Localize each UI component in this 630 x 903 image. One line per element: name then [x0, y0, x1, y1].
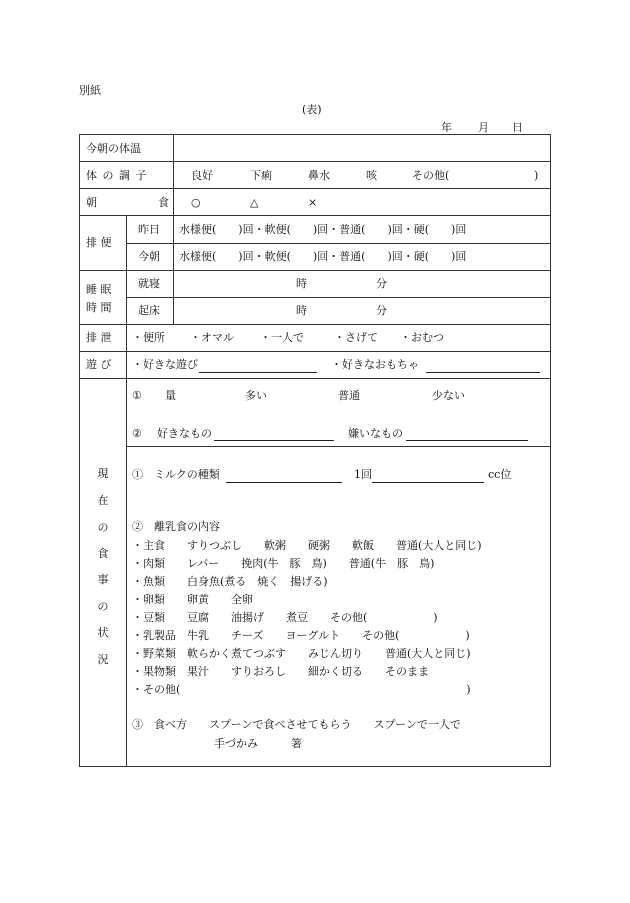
milk-type-field[interactable] [226, 482, 342, 483]
condition-option-diarrhea[interactable]: 下痢 [250, 169, 272, 182]
likes-number: ② [132, 427, 142, 440]
wakeup-minute[interactable]: 分 [376, 304, 387, 317]
condition-label: 体 の 調 子 [86, 169, 148, 182]
bedtime-minute[interactable]: 分 [376, 277, 387, 290]
toilet-option-alone[interactable]: ・一人で [260, 331, 304, 344]
play-label: 遊 び [86, 358, 112, 371]
baby-food-item-egg[interactable]: ・卵類 卵黄 全卵 [132, 593, 253, 606]
favorite-play-label: ・好きな遊び [132, 358, 198, 371]
milk-amount-field[interactable] [372, 482, 484, 483]
temperature-label: 今朝の体温 [86, 142, 141, 155]
baby-food-item-fruit[interactable]: ・果物類 果汁 すりおろし 細かく切る そのまま [132, 665, 429, 678]
sleep-wakeup-label: 起床 [138, 304, 160, 317]
baby-food-item-other[interactable]: ・その他( ) [132, 683, 471, 696]
condition-option-other[interactable]: その他( [412, 169, 450, 182]
toilet-option-assisted[interactable]: ・さげて [334, 331, 378, 344]
stool-today-line[interactable]: 水様便( )回・軟便( )回・普通( )回・硬( )回 [179, 250, 467, 263]
page-side-label: (表) [302, 103, 322, 116]
milk-once-label: 1回 [354, 468, 372, 481]
amount-option-little[interactable]: 少ない [432, 389, 465, 402]
stool-yesterday-label: 昨日 [138, 223, 160, 236]
condition-option-runny-nose[interactable]: 鼻水 [308, 169, 330, 182]
baby-food-item-fish[interactable]: ・魚類 白身魚(煮る 焼く 揚げる) [132, 575, 328, 588]
date-year-label: 年 [441, 121, 452, 134]
stool-yesterday-line[interactable]: 水様便( )回・軟便( )回・普通( )回・硬( )回 [179, 223, 467, 236]
baby-food-item-dairy[interactable]: ・乳製品 牛乳 チーズ ヨーグルト その他( ) [132, 629, 470, 642]
eating-method-line-1[interactable]: ③ 食べ方 スプーンで食べさせてもらう スプーンで一人で [132, 718, 461, 731]
amount-option-normal[interactable]: 普通 [338, 389, 360, 402]
breakfast-option-partial[interactable]: △ [250, 196, 259, 209]
baby-food-item-beans[interactable]: ・豆類 豆腐 油揚げ 煮豆 その他( ) [132, 611, 438, 624]
sleep-bedtime-label: 就寝 [138, 277, 160, 290]
favorite-toy-field[interactable] [426, 372, 540, 373]
amount-number: ① [132, 389, 142, 402]
amount-label: 量 [165, 389, 176, 402]
sleep-label-2: 時 間 [86, 301, 112, 314]
baby-food-title: ② 離乳食の内容 [132, 520, 220, 533]
condition-other-close: ) [534, 169, 539, 182]
condition-option-cough[interactable]: 咳 [366, 169, 377, 182]
toilet-option-potty[interactable]: ・オマル [190, 331, 234, 344]
stool-label: 排 便 [86, 236, 112, 249]
baby-food-item-vegetables[interactable]: ・野菜類 軟らかく煮てつぶす みじん切り 普通(大人と同じ) [132, 647, 471, 660]
favorite-toy-label: ・好きなおもちゃ [331, 358, 419, 371]
daily-record-form [79, 134, 551, 767]
eating-method-line-2[interactable]: 手づかみ 箸 [214, 737, 302, 750]
date-day-label: 日 [512, 121, 523, 134]
bedtime-hour[interactable]: 時 [296, 277, 307, 290]
stool-today-label: 今朝 [138, 250, 160, 263]
meal-status-label: 現 在 の 食 事 の 状 況 [97, 467, 109, 666]
sleep-label-1: 睡 眠 [86, 283, 112, 296]
toilet-option-diaper[interactable]: ・おむつ [400, 331, 444, 344]
dislikes-field[interactable] [406, 440, 528, 441]
wakeup-hour[interactable]: 時 [296, 304, 307, 317]
date-month-label: 月 [478, 121, 489, 134]
breakfast-label-right: 食 [158, 196, 169, 209]
breakfast-option-none[interactable]: × [308, 196, 318, 209]
breakfast-label-left: 朝 [86, 196, 97, 209]
milk-unit-label: cc位 [488, 468, 512, 481]
likes-field[interactable] [214, 440, 334, 441]
favorite-play-field[interactable] [199, 372, 317, 373]
milk-type-label: ① ミルクの種類 [132, 468, 220, 481]
baby-food-item-meat[interactable]: ・肉類 レバー 挽肉(牛 豚 鳥) 普通(牛 豚 鳥) [132, 557, 435, 570]
likes-label: 好きなもの [157, 427, 212, 440]
dislikes-label: 嫌いなもの [348, 427, 403, 440]
baby-food-item-staple[interactable]: ・主食 すりつぶし 軟粥 硬粥 軟飯 普通(大人と同じ) [132, 539, 482, 552]
condition-option-good[interactable]: 良好 [191, 169, 213, 182]
breakfast-option-good[interactable]: ○ [191, 196, 201, 209]
amount-option-much[interactable]: 多い [245, 389, 267, 402]
toilet-label: 排 泄 [86, 331, 112, 344]
attachment-label: 別紙 [79, 84, 101, 97]
toilet-option-toilet[interactable]: ・便所 [132, 331, 165, 344]
